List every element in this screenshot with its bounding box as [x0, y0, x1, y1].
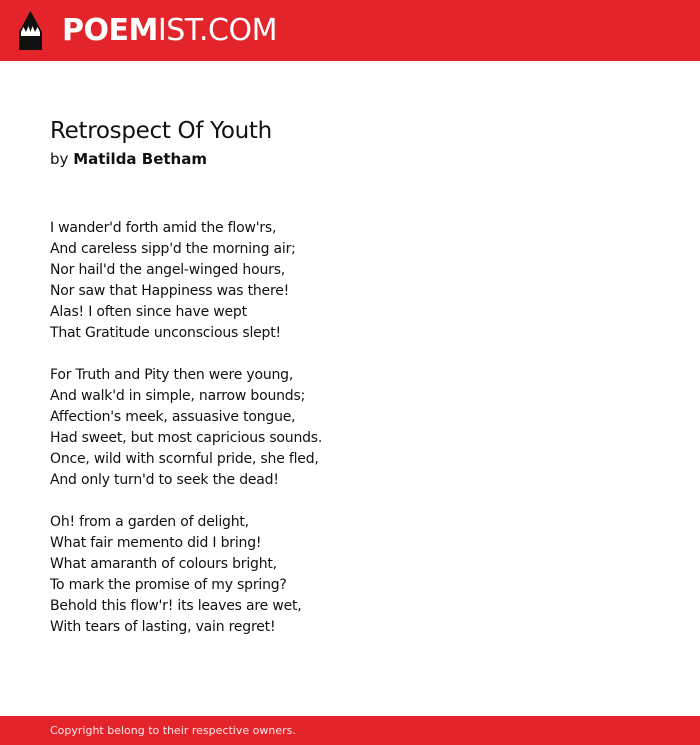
poem-line: That Gratitude unconscious slept!	[50, 325, 281, 341]
site-logo[interactable]	[62, 13, 277, 49]
stanza	[50, 512, 650, 638]
poem-line: Alas! I often since have wept	[50, 304, 247, 320]
poem-line: What amaranth of colours bright,	[50, 556, 277, 572]
stanza	[50, 365, 650, 491]
copyright-text: Copyright belong to their respective owners.	[50, 724, 296, 737]
pencil-tip-icon[interactable]	[18, 10, 43, 51]
poem-line: Affection's meek, assuasive tongue,	[50, 409, 296, 425]
poem-title: Retrospect Of Youth	[50, 118, 272, 144]
logo-light-text: IST.COM	[157, 13, 277, 48]
site-header	[0, 0, 700, 61]
poem-line: With tears of lasting, vain regret!	[50, 619, 276, 635]
poem-line: Nor saw that Happiness was there!	[50, 283, 290, 299]
poem-body	[50, 218, 650, 659]
poem-line: Oh! from a garden of delight,	[50, 514, 249, 530]
site-footer	[0, 716, 700, 745]
poem-line: Once, wild with scornful pride, she fled,	[50, 451, 319, 467]
byline-prefix: by	[50, 150, 69, 168]
poem-line: And careless sipp'd the morning air;	[50, 241, 296, 257]
poem-line: What fair memento did I bring!	[50, 535, 262, 551]
poem-line: And only turn'd to seek the dead!	[50, 472, 279, 488]
poem-byline	[50, 148, 207, 170]
stanza	[50, 218, 650, 344]
poem-line: For Truth and Pity then were young,	[50, 367, 294, 383]
poem-line: Nor hail'd the angel-winged hours,	[50, 262, 286, 278]
author-name[interactable]: Matilda Betham	[73, 150, 207, 168]
poem-line: To mark the promise of my spring?	[50, 577, 287, 593]
poem-line: I wander'd forth amid the flow'rs,	[50, 220, 277, 236]
logo-bold-text: POEM	[62, 13, 158, 48]
poem-line: Behold this flow'r! its leaves are wet,	[50, 598, 302, 614]
poem-line: Had sweet, but most capricious sounds.	[50, 430, 323, 446]
poem-line: And walk'd in simple, narrow bounds;	[50, 388, 306, 404]
